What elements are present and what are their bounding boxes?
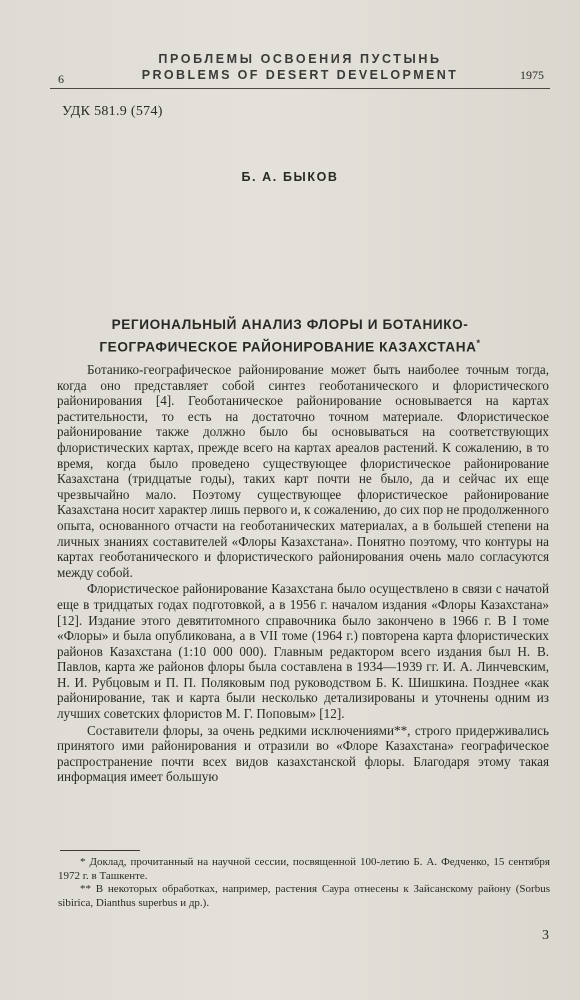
article-author: Б. А. БЫКОВ — [241, 170, 339, 184]
title-line-1: РЕГИОНАЛЬНЫЙ АНАЛИЗ ФЛОРЫ И БОТАНИКО- — [111, 317, 469, 332]
footnotes — [58, 856, 550, 910]
journal-title-russian: ПРОБЛЕМЫ ОСВОЕНИЯ ПУСТЫНЬ — [158, 52, 442, 66]
running-header — [50, 48, 550, 92]
footnote-rule — [60, 850, 140, 851]
footnote: * Доклад, прочитанный на научной сессии, посвященной 100-летию Б. А. Федченко, 15 сентября 1972 г. в Ташкенте. — [58, 856, 550, 882]
title-footnote-mark: * — [476, 338, 481, 348]
folio-number: 3 — [542, 928, 549, 943]
udk-code: УДК 581.9 (574) — [62, 104, 163, 119]
title-line-2: ГЕОГРАФИЧЕСКОЕ РАЙОНИРОВАНИЕ КАЗАХСТАНА — [99, 339, 477, 355]
header-page-number: 6 — [58, 72, 64, 86]
body-paragraph: Флористическое районирование Казахстана было осуществлено в связи с начатой еще в тридцатых годах подготовкой, а в 1956 г. началом издания «Флоры Казахстана» [12]. Издание этого девятитомного справочника было закончено в 1966 г. В I томе «Флоры» и была опубликована, а в VII томе (1964 г.) повторена карта флористических районов Казахстана (1:10 000 000). Главным редактором всего издания был Н. В. Павлов, карта же районов флоры была составлена в 1934—1939 гг. И. А. Линчевским, Н. И. Рубцовым и П. П. Поляковым под руководством Б. К. Шишкина. Позднее «как районирование, так и карта были несколько детализированы и уточнены одним из лучших советских флористов М. Г. Поповым» [12]. — [57, 581, 549, 722]
footnote: ** В некоторых обработках, например, растения Саура отнесены к Зайсанскому району (Sorbus sibirica, Dianthus superbus и др.). — [58, 883, 550, 909]
body-paragraph: Ботанико-географическое районирование может быть наиболее точным тогда, когда оно представляет собой синтез геоботанического и флористического районирования [4]. Геоботаническое районирование основывается на картах растительности, то есть на достаточно точном материале. Флористическое районирование также должно было бы основываться на соответствующих флористических картах, прежде всего на картах ареалов растений. К сожалению, в то время, когда было проведено существующее флористическое районирование Казахстана (тридцатые годы), таких карт почти не было, да и сейчас их еще чрезвычайно мало. Поэтому существующее флористическое районирование Казахстана носит характер лишь первого и, к сожалению, до сих пор не продолженного опыта, основанного отчасти на геоботанических материалах, а в большей степени на личных знаниях составителей «Флоры Казахстана». Понятно поэтому, что контуры на картах геоботанического и флористического районирования очень мало согласуются между собой. — [57, 362, 550, 580]
body-paragraph: Составители флоры, за очень редкими исключениями**, строго придерживались принятого ими районирования и отразили во «Флоре Казахстана» географическое распространение почти всех видов казахстанской флоры. Благодаря этому такая информация имеет большую — [57, 722, 549, 785]
article-body — [57, 362, 549, 785]
header-rule — [50, 88, 550, 89]
journal-title-english: PROBLEMS OF DESERT DEVELOPMENT — [141, 68, 459, 82]
article-title — [70, 316, 510, 357]
header-year: 1975 — [520, 68, 544, 82]
